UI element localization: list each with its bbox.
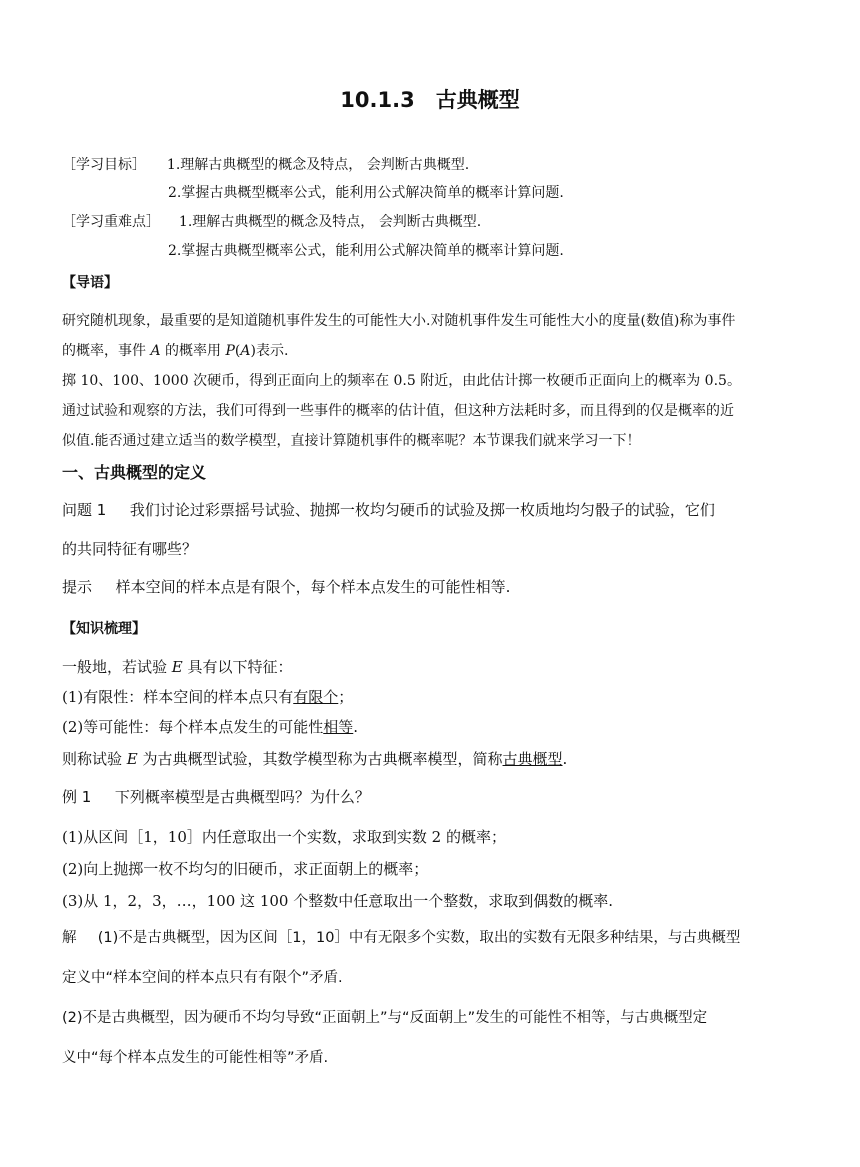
text-run: ； [338,688,354,706]
variable-A: A [150,343,161,359]
text-run: (1)有限性：样本空间的样本点只有 [62,688,294,706]
text-run: . [562,750,568,768]
page-title: 10.1.3 古典概型 [340,88,520,112]
knowledge-line [62,748,567,769]
example-item: (2)向上抛掷一枚不均匀的旧硬币，求正面朝上的概率； [62,860,429,878]
key-point-item: 2.掌握古典概型概率公式，能利用公式解决简单的概率计算问题. [168,243,564,259]
objectives-label: ［学习目标］ [62,157,146,173]
underlined-answer: 有限个 [293,688,339,706]
intro-paragraph-line: 通过试验和观察的方法，我们可得到一些事件的概率的估计值，但这种方法耗时多，而且得到的仅是概率的近 [62,403,734,419]
hint-line [62,576,510,597]
solution-text: (1)不是古典概型，因为区间［1，10］中有无限多个实数，取出的实数有无限多种结果，与古典概型 [97,930,741,946]
knowledge-line [62,686,353,707]
solution-line: 定义中“样本空间的样本点只有有限个”矛盾. [62,970,343,986]
underlined-answer: 古典概型 [502,750,563,768]
text-run: 的概率用 [160,343,226,359]
text-run: ( [234,343,241,359]
text-run: 具有以下特征： [182,658,293,676]
underlined-answer: 相等 [323,718,354,736]
text-run: )表示. [250,343,289,359]
question-1-line [62,499,715,520]
example-line [62,786,370,807]
variable-E: E [126,750,138,768]
key-point-item: 1.理解古典概型的概念及特点， 会判断古典概型. [178,214,482,230]
variable-E: E [171,658,183,676]
text-run: 一般地，若试验 [62,658,172,676]
intro-paragraph-line: 掷 10、100、1000 次硬币，得到正面向上的频率在 0.5 附近，由此估计掷一枚硬币正面向上的概率为 0.5。 [62,373,741,389]
knowledge-heading: 【知识梳理】 [62,621,146,637]
text-run: (2)等可能性：每个样本点发生的可能性 [62,718,324,736]
hint-label: 提示 [62,578,93,596]
intro-paragraph-line: 似值.能否通过建立适当的数学模型，直接计算随机事件的概率呢？本节课我们就来学习一下！ [62,433,641,449]
example-item: (3)从 1，2，3，…，100 这 100 个整数中任意取出一个整数，求取到偶数的概率. [62,892,613,910]
text-run: 为古典概型试验，其数学模型称为古典概率模型，简称 [137,750,503,768]
solution-label: 解 [62,930,77,946]
text-run: . [353,718,359,736]
key-points-label: ［学习重难点］ [62,214,160,230]
section-heading: 一、古典概型的定义 [62,463,207,482]
knowledge-line [62,716,358,737]
objectives-row-1 [62,154,469,174]
example-item: (1)从区间［1，10］内任意取出一个实数，求取到实数 2 的概率； [62,828,506,846]
solution-line: 义中“每个样本点发生的可能性相等”矛盾. [62,1050,329,1066]
solution-line [62,926,740,947]
question-label: 问题 1 [62,501,107,519]
variable-A: A [240,343,251,359]
key-points-row-1 [62,211,481,231]
variable-P: P [225,343,235,359]
question-text: 我们讨论过彩票摇号试验、抛掷一枚均匀硬币的试验及掷一枚质地均匀骰子的试验，它们 [129,501,715,519]
example-label: 例 1 [62,788,92,806]
intro-paragraph-line [62,340,288,360]
objective-item: 1.理解古典概型的概念及特点， 会判断古典概型. [166,157,470,173]
objective-item: 2.掌握古典概型概率公式，能利用公式解决简单的概率计算问题. [168,185,564,201]
question-1-line: 的共同特征有哪些？ [62,540,198,558]
example-question: 下列概率模型是古典概型吗？为什么？ [114,788,370,806]
intro-paragraph-line: 研究随机现象，最重要的是知道随机事件发生的可能性大小.对随机事件发生可能性大小的度量(数值)称为事件 [62,313,736,329]
knowledge-line [62,656,293,677]
text-run: 的概率，事件 [62,343,151,359]
solution-line: (2)不是古典概型，因为硬币不均匀导致“正面朝上”与“反面朝上”发生的可能性不相等，与古典概型定 [62,1010,708,1026]
text-run: 则称试验 [62,750,127,768]
hint-text: 样本空间的样本点是有限个，每个样本点发生的可能性相等. [115,578,511,596]
intro-heading: 【导语】 [62,275,118,291]
